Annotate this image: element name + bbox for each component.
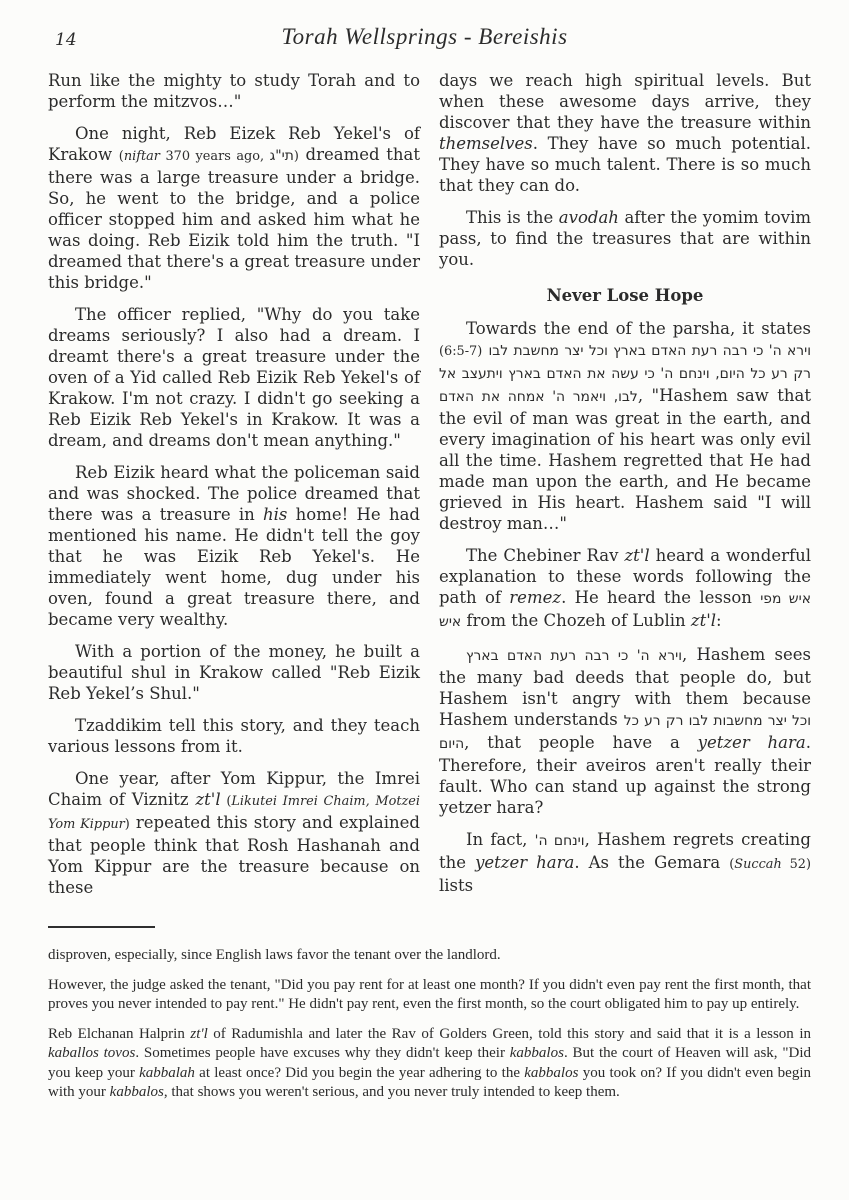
body-columns <box>48 70 811 909</box>
text-run: kabbalos <box>109 1084 164 1100</box>
text-run: home! He had mentioned his name. He didn't tell the goy that he was Eizik Reb Yekel's. He immediately went home, dug under his oven, found a great treasure there, and became very wealthy. <box>48 505 420 629</box>
body-paragraph <box>439 545 811 633</box>
text-run: . Sometimes people have excuses why they didn't keep their <box>135 1045 510 1061</box>
text-run: , "Hashem saw that the evil of man was great in the earth, and every imagination of his heart was only evil all the time. Hashem regretted that He had made man upon the earth, and He became grieved in His heart. Hashem said "I will destroy man…" <box>439 386 811 533</box>
body-paragraph <box>439 207 811 270</box>
text-run: The Chebiner Rav <box>466 546 625 565</box>
text-run: . They have so much potential. They have so much talent. There is so much that they can do. <box>439 134 811 195</box>
body-paragraph <box>439 829 811 896</box>
text-run: zt'l <box>690 611 717 630</box>
text-run: kabbalah <box>139 1064 195 1081</box>
left-column <box>48 70 420 909</box>
text-run: With a portion of the money, he built a beautiful shul in Krakow called "Reb Eizik Reb Yekel’s Shul." <box>48 642 420 703</box>
text-run: , that people have a <box>464 733 698 752</box>
page-title: Torah Wellsprings - Bereishis <box>281 24 568 49</box>
text-run: ) <box>293 149 299 164</box>
text-run: remez <box>509 588 562 607</box>
text-run: kabbalos <box>509 1045 564 1061</box>
text-run: , that shows you weren't serious, and you never truly intended to keep them. <box>163 1084 620 1100</box>
text-run: avodah <box>558 208 619 227</box>
text-run: at least once? Did you begin the year adhering to the <box>194 1064 525 1081</box>
text-run: kaballos tovos <box>48 1045 136 1061</box>
text-run: Reb Elchanan Halprin <box>48 1025 191 1042</box>
text-run: , Hashem sees the many bad deeds that people do, but Hashem isn't angry with them because Hashem understands <box>439 645 811 729</box>
text-run: Towards the end of the parsha, it states <box>466 319 811 338</box>
text-run: : <box>716 611 722 630</box>
text-run: ( <box>118 149 124 164</box>
text-run: themselves <box>439 134 533 153</box>
body-paragraph <box>48 304 420 451</box>
text-run: One year, after Yom Kippur, the Imrei Chaim of Viznitz <box>48 769 420 809</box>
footnote-paragraph <box>48 946 811 966</box>
hebrew-text: וינחם ה' <box>534 833 585 849</box>
text-run: yetzer hara <box>475 853 575 872</box>
text-run: zt'l <box>624 546 650 565</box>
text-run: This is the <box>466 208 559 227</box>
text-run: lists <box>439 876 474 895</box>
text-run: niftar <box>123 149 160 164</box>
body-paragraph <box>439 70 811 196</box>
text-run: from the Chozeh of Lublin <box>461 611 691 630</box>
hebrew-text: וכל יצר מחשבות לבו רק רע כל היום <box>439 713 811 752</box>
right-column <box>439 70 811 909</box>
text-run: of Radumishla and later the Rav of Golders Green, told this story and said that it is a lesson in <box>207 1025 811 1042</box>
hebrew-text: וירא ה' כי רבה רעת האדם בארץ וכל יצר מחשבת לבו רק רע כל היום, וינחם ה' כי עשה את האדם בארץ ויתעצב אל לבו, ויאמר ה' אמחה את האדם <box>439 343 811 405</box>
text-run: Tzaddikim tell this story, and they teach various lessons from it. <box>48 716 420 756</box>
body-paragraph <box>48 462 420 630</box>
footnote-paragraph <box>48 1025 811 1103</box>
text-run: . He heard the lesson <box>561 588 761 607</box>
footnote-paragraph <box>48 976 811 1015</box>
text-run: Likutei Imrei Chaim, Motzei Yom Kippur <box>48 794 420 832</box>
page-number: 14 <box>55 30 77 50</box>
text-run: 52) <box>781 857 811 872</box>
text-run: Run like the mighty to study Torah and to perform the mitzvos…" <box>48 71 420 111</box>
body-paragraph <box>48 641 420 704</box>
text-run: zt'l <box>195 790 221 809</box>
hebrew-text: איש מפי איש <box>439 591 811 630</box>
text-run: his <box>263 505 288 524</box>
text-run: However, the judge asked the tenant, "Did you pay rent for at least one month? If you didn't even pay rent the first month, that proves you never intended to pay rent." He didn't pay rent, even the first month, so the court obligated him to pay up entirely. <box>48 976 811 1012</box>
body-paragraph <box>48 715 420 757</box>
body-paragraph <box>439 644 811 818</box>
text-run: Succah <box>734 857 782 872</box>
text-run: . Therefore, their aveiros aren't really their fault. Who can stand up against the strong yetzer hara? <box>439 733 811 817</box>
text-run: . As the Gemara <box>574 853 730 872</box>
text-run: after the yomim tovim pass, to find the treasures that are within you. <box>439 208 811 269</box>
text-run: One night, Reb Eizek Reb Yekel's of Krakow <box>48 124 420 164</box>
text-run: days we reach high spiritual levels. But when these awesome days arrive, they discover that they have the treasure within <box>439 71 811 132</box>
footnote-separator <box>48 926 155 928</box>
text-run: ( <box>226 794 232 809</box>
hebrew-text: וירא ה' כי רבה רעת האדם בארץ <box>466 648 682 664</box>
body-paragraph <box>48 123 420 293</box>
body-paragraph <box>48 768 420 898</box>
text-run: repeated this story and explained that people think that Rosh Hashanah and Yom Kippur are the treasure because on these <box>48 813 420 897</box>
text-run: ) <box>124 817 130 832</box>
text-run: you took on? If you didn't even begin with your <box>48 1064 812 1100</box>
text-run: Reb Eizik heard what the policeman said and was shocked. The police dreamed that there was a treasure in <box>48 463 420 524</box>
text-run: The officer replied, "Why do you take dreams seriously? I also had a dream. I dreamt there's a great treasure under the oven of a Yid called Reb Eizik Reb Yekel's of Krakow. I'm not crazy. I didn't go seeking a Reb Eizik Reb Yekel's in Krakow. It was a dream, and dreams don't mean anything." <box>48 305 420 450</box>
text-run: 370 years ago, <box>159 149 270 164</box>
text-run: In fact, <box>466 830 535 849</box>
section-heading: Never Lose Hope <box>546 286 704 305</box>
hebrew-text: תי"ג <box>269 148 294 164</box>
body-paragraph <box>48 70 420 112</box>
page-header <box>55 24 794 56</box>
text-run: disproven, especially, since English laws favor the tenant over the landlord. <box>48 947 501 963</box>
footnotes <box>48 926 811 1113</box>
text-run: heard a wonderful explanation to these words following the path of <box>439 546 811 607</box>
text-run: ( <box>729 857 735 872</box>
text-run: (6:5-7) <box>439 344 483 359</box>
text-run: . But the court of Heaven will ask, "Did you keep your <box>48 1045 811 1081</box>
body-paragraph <box>439 318 811 534</box>
text-run: zt'l <box>190 1025 208 1042</box>
text-run: dreamed that there was a large treasure under a bridge. So, he went to the bridge, and a police officer stopped him and asked him what he was doing. Reb Eizik told him the truth. "I dreamed that there's a great treasure under this bridge." <box>48 145 420 292</box>
text-run: , Hashem regrets creating the <box>439 830 811 872</box>
text-run: kabbalos <box>524 1064 579 1081</box>
text-run: yetzer hara <box>697 733 806 752</box>
